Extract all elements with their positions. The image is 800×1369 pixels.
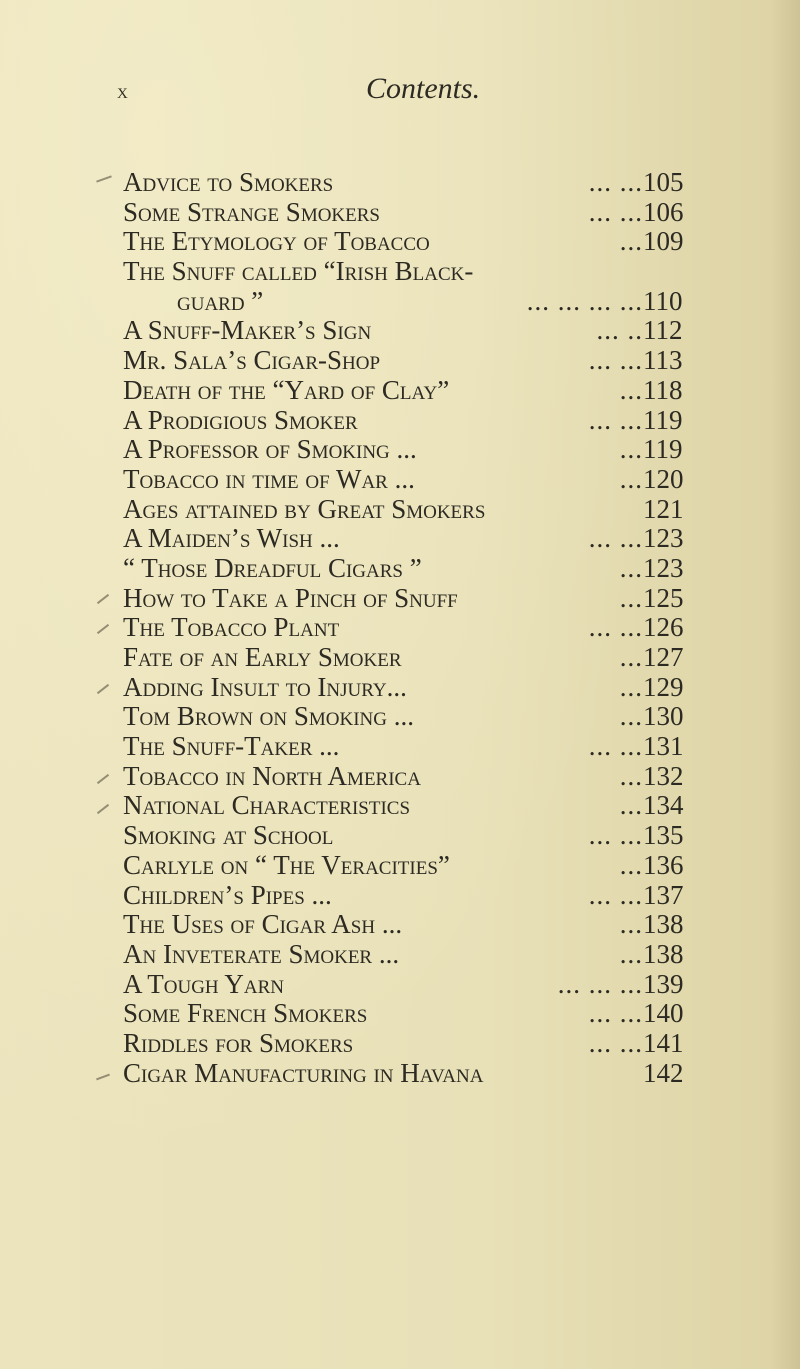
toc-entry-page: 136 (643, 849, 684, 880)
page-edge-shadow (770, 0, 800, 1369)
toc-entry-page: 118 (643, 374, 683, 405)
toc-entry-leader: ... ... (588, 731, 643, 762)
toc-entry-page: 123 (643, 552, 684, 583)
toc-entry-page: 113 (643, 345, 683, 376)
toc-entry-leader: ... (619, 701, 643, 732)
page-number: x (117, 78, 129, 103)
toc-entry-leader: ... (619, 463, 643, 494)
toc-entry-leader: ... (619, 552, 643, 583)
toc-entry-title: National Characteristics (123, 790, 411, 821)
toc-entry-leader: ... (619, 671, 643, 702)
toc-entry-page: 120 (643, 463, 684, 494)
toc-entry (123, 791, 723, 821)
toc-entry-leader: ... (619, 909, 643, 940)
toc-entry-page: 137 (643, 879, 684, 910)
toc-entry-leader: ... ... (588, 404, 643, 435)
pencil-mark (97, 684, 109, 694)
page-header (0, 72, 800, 118)
toc-entry-page: 125 (643, 582, 684, 613)
toc-entry-title: The Uses of Cigar Ash ... (123, 909, 403, 940)
toc-entry-title: Death of the “Yard of Clay” (123, 374, 450, 405)
toc-entry-leader: ... (619, 790, 643, 821)
toc-entry-leader: ... (619, 849, 643, 880)
toc-entry-title: Ages attained by Great Smokers (123, 493, 486, 524)
toc-entry-title: How to Take a Pinch of Snuff (123, 582, 458, 613)
toc-entry (123, 881, 723, 911)
toc-entry-page: 126 (643, 612, 684, 643)
toc-entry-page: 121 (643, 493, 684, 524)
toc-entry-title: Advice to Smokers (123, 167, 334, 197)
toc-entry (123, 554, 723, 584)
toc-entry-title: A Snuff-Maker’s Sign (123, 315, 372, 346)
toc-entry-page: 141 (643, 1027, 684, 1058)
toc-entry (123, 970, 723, 1000)
toc-entry-leader: ... (619, 760, 643, 791)
toc-entry-page: 119 (643, 404, 683, 435)
toc-entry (123, 1059, 723, 1089)
toc-entry-page: 127 (643, 642, 684, 672)
toc-entry-page: 129 (643, 671, 684, 702)
toc-entry (123, 940, 723, 970)
toc-entry (123, 435, 723, 465)
toc-entry (123, 406, 723, 436)
toc-entry-leader: ... .. (596, 315, 643, 346)
toc-entry-page: 119 (643, 434, 683, 465)
toc-entry-title: An Inveterate Smoker ... (123, 938, 400, 969)
toc-entry (123, 316, 723, 346)
toc-entry-title: Children’s Pipes ... (123, 879, 332, 910)
toc-entry-leader: ... (619, 582, 643, 613)
toc-entry-title: “ Those Dreadful Cigars ” (123, 552, 422, 583)
toc-entry-page: 138 (643, 938, 684, 969)
toc-entry-leader: ... ... ... (557, 968, 643, 999)
toc-entry-leader: ... (619, 434, 643, 465)
toc-entry (123, 643, 723, 673)
toc-entry (123, 257, 723, 287)
toc-entry (123, 495, 723, 525)
toc-entry (123, 613, 723, 643)
toc-entry (123, 584, 723, 614)
toc-entry-title: Some French Smokers (123, 998, 368, 1029)
toc-entry-title: Cigar Manufacturing in Havana (123, 1057, 484, 1088)
toc-entry-page: 131 (643, 731, 684, 762)
toc-entry-title: The Etymology of Tobacco (123, 226, 430, 257)
toc-entry (123, 346, 723, 376)
toc-entry-leader: ... (619, 938, 643, 969)
toc-entry-title: A Tough Yarn (123, 968, 285, 999)
toc-entry-title: A Professor of Smoking ... (123, 434, 417, 465)
toc-entry-leader: ... ... (588, 820, 643, 851)
toc-entry-leader: ... ... (588, 345, 643, 376)
toc-entry-page: 106 (643, 196, 684, 227)
toc-entry (123, 465, 723, 495)
toc-entry-title: A Maiden’s Wish ... (123, 523, 340, 554)
toc-entry (123, 198, 723, 228)
toc-entry-title: Tobacco in time of War ... (123, 463, 415, 494)
toc-entry (123, 287, 723, 317)
toc-entry-page: 130 (643, 701, 684, 732)
toc-entry-page: 135 (643, 820, 684, 851)
pencil-mark (97, 774, 109, 784)
toc-entry-page: 112 (643, 315, 683, 346)
toc-entry-leader: ... ... ... ... (526, 285, 643, 316)
toc-entry-title: guard ” (177, 285, 264, 316)
toc-entry-leader: ... (619, 374, 643, 405)
pencil-mark (96, 1074, 110, 1081)
toc-entry (123, 762, 723, 792)
toc-entry-title: Riddles for Smokers (123, 1027, 354, 1058)
toc-entry-page: 109 (643, 226, 684, 257)
toc-entry (123, 821, 723, 851)
toc-entry (123, 702, 723, 732)
toc-entry-page: 110 (643, 285, 683, 316)
toc-entry (123, 227, 723, 257)
toc-entry-title: Mr. Sala’s Cigar-Shop (123, 345, 381, 376)
toc-entry-leader: ... ... (588, 523, 643, 554)
toc-entry-page: 134 (643, 790, 684, 821)
toc-entry-title: Smoking at School (123, 820, 334, 851)
toc-entry (123, 910, 723, 940)
pencil-mark (97, 594, 109, 604)
toc-entry (123, 732, 723, 762)
toc-entry-leader: ... (619, 642, 643, 672)
toc-entry-leader: ... ... (588, 196, 643, 227)
table-of-contents (123, 168, 723, 1088)
toc-entry-page: 105 (643, 167, 684, 197)
toc-entry-leader: ... ... (588, 879, 643, 910)
toc-entry (123, 851, 723, 881)
toc-entry-page: 142 (643, 1057, 684, 1088)
toc-entry-title: Carlyle on “ The Veracities” (123, 849, 450, 880)
toc-entry-title: Tobacco in North America (123, 760, 421, 791)
toc-entry-title: Fate of an Early Smoker (123, 642, 402, 672)
toc-entry (123, 1029, 723, 1059)
toc-entry-title: Some Strange Smokers (123, 196, 380, 227)
toc-entry-title: Adding Insult to Injury... (123, 671, 407, 702)
toc-entry-page: 139 (643, 968, 684, 999)
toc-entry-leader: ... ... (588, 1027, 643, 1058)
pencil-mark (97, 804, 109, 814)
pencil-mark (96, 175, 112, 182)
toc-entry (123, 999, 723, 1029)
toc-entry (123, 673, 723, 703)
toc-entry-page: 140 (643, 998, 684, 1029)
toc-entry-title: A Prodigious Smoker (123, 404, 358, 435)
toc-entry-title: The Tobacco Plant (123, 612, 340, 643)
toc-entry-title: The Snuff-Taker ... (123, 731, 340, 762)
toc-entry-page: 132 (643, 760, 684, 791)
toc-entry-leader: ... ... (588, 998, 643, 1029)
pencil-mark (97, 624, 109, 634)
toc-entry-title: The Snuff called “Irish Black- (123, 256, 474, 287)
toc-entry-leader: ... ... (588, 167, 643, 197)
toc-entry (123, 524, 723, 554)
toc-entry (123, 168, 723, 198)
toc-entry-title: Tom Brown on Smoking ... (123, 701, 414, 732)
toc-entry-leader: ... (619, 226, 643, 257)
toc-entry-page: 123 (643, 523, 684, 554)
toc-entry (123, 376, 723, 406)
toc-entry-page: 138 (643, 909, 684, 940)
running-title: Contents. (366, 72, 481, 105)
toc-entry-leader: ... ... (588, 612, 643, 643)
